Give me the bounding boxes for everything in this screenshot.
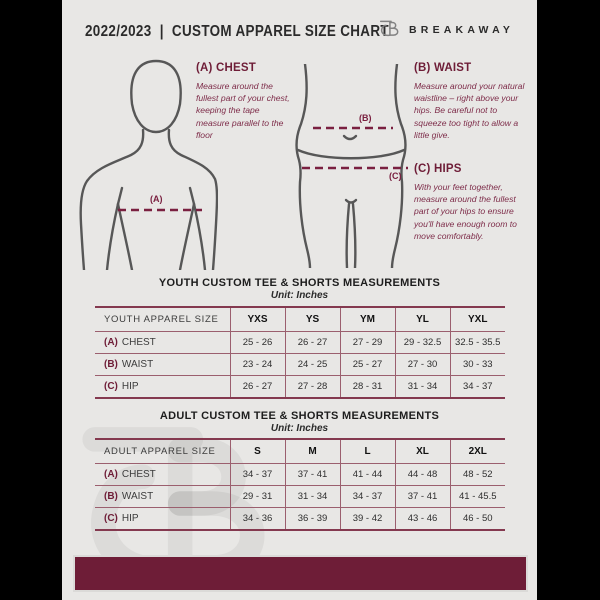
table-cell: 34 - 37 <box>450 376 505 399</box>
brand-name: BREAKAWAY <box>409 24 515 36</box>
row-name: WAIST <box>121 491 154 502</box>
size-header-yl: YL <box>395 307 450 332</box>
size-header-s: S <box>230 439 285 464</box>
table-cell: 26 - 27 <box>230 376 285 399</box>
table-cell: 29 - 31 <box>230 486 285 508</box>
table-cell: 24 - 25 <box>285 354 340 376</box>
adult-section-title: ADULT CUSTOM TEE & SHORTS MEASUREMENTS <box>159 410 440 422</box>
table-cell: 29 - 32.5 <box>395 332 450 354</box>
size-chart-document <box>62 0 537 600</box>
table-cell: 37 - 41 <box>395 486 450 508</box>
size-header-ys: YS <box>285 307 340 332</box>
row-name: WAIST <box>121 359 154 370</box>
table-cell: 36 - 39 <box>285 508 340 531</box>
adult-chest-row <box>95 464 505 486</box>
row-label <box>95 332 230 354</box>
youth-waist-row <box>95 354 505 376</box>
row-label <box>95 376 230 399</box>
table-cell: 32.5 - 35.5 <box>450 332 505 354</box>
table-cell: 37 - 41 <box>285 464 340 486</box>
row-label <box>95 464 230 486</box>
table-cell: 27 - 28 <box>285 376 340 399</box>
table-cell: 30 - 33 <box>450 354 505 376</box>
row-name: HIP <box>121 381 139 392</box>
row-name: CHEST <box>121 469 156 480</box>
table-cell: 44 - 48 <box>395 464 450 486</box>
row-name: CHEST <box>121 337 156 348</box>
table-cell: 28 - 31 <box>340 376 395 399</box>
row-label <box>95 354 230 376</box>
youth-section-title: YOUTH CUSTOM TEE & SHORTS MEASUREMENTS <box>158 277 441 289</box>
table-cell: 31 - 34 <box>285 486 340 508</box>
youth-chest-row <box>95 332 505 354</box>
table-cell: 46 - 50 <box>450 508 505 531</box>
row-key: (B) <box>104 491 118 502</box>
chest-guide-heading: (A) CHEST <box>196 62 256 74</box>
youth-hip-row <box>95 376 505 399</box>
table-cell: 41 - 44 <box>340 464 395 486</box>
size-header-m: M <box>285 439 340 464</box>
size-header-l: L <box>340 439 395 464</box>
size-header-yxl: YXL <box>450 307 505 332</box>
size-header-yxs: YXS <box>230 307 285 332</box>
brand-block <box>379 17 514 43</box>
waist-guide-text: Measure around your natural waistline – right above your hips. Be careful not to squeeze too tight to allow a little give. <box>414 81 525 140</box>
table-cell: 27 - 30 <box>395 354 450 376</box>
table-cell: 31 - 34 <box>395 376 450 399</box>
table-cell: 41 - 45.5 <box>450 486 505 508</box>
table-cell: 26 - 27 <box>285 332 340 354</box>
table-cell: 48 - 52 <box>450 464 505 486</box>
lower-body-diagram <box>292 64 410 268</box>
hip-line-marker: (C) <box>389 171 402 181</box>
page-title: 2022/2023 | CUSTOM APPAREL SIZE CHART <box>85 23 389 40</box>
adult-waist-row <box>95 486 505 508</box>
youth-header-row <box>95 307 505 332</box>
adult-size-column-label: ADULT APPAREL SIZE <box>95 439 230 464</box>
youth-size-table <box>95 306 505 399</box>
size-header-xl: XL <box>395 439 450 464</box>
waist-line-marker: (B) <box>359 113 372 123</box>
youth-size-column-label: YOUTH APPAREL SIZE <box>95 307 230 332</box>
size-header-2xl: 2XL <box>450 439 505 464</box>
row-key: (C) <box>104 381 118 392</box>
table-cell: 27 - 29 <box>340 332 395 354</box>
row-label <box>95 508 230 531</box>
hips-guide-heading: (C) HIPS <box>414 163 462 175</box>
table-cell: 43 - 46 <box>395 508 450 531</box>
footer-bar <box>73 555 528 592</box>
chest-line-marker: (A) <box>150 194 163 204</box>
row-key: (C) <box>104 513 118 524</box>
table-cell: 34 - 37 <box>230 464 285 486</box>
chest-guide-text: Measure around the fullest part of your chest, keeping the tape measure parallel to the floor <box>196 81 290 140</box>
row-key: (A) <box>104 469 118 480</box>
table-cell: 39 - 42 <box>340 508 395 531</box>
adult-size-table <box>95 438 505 531</box>
table-cell: 23 - 24 <box>230 354 285 376</box>
row-key: (A) <box>104 337 118 348</box>
table-cell: 34 - 37 <box>340 486 395 508</box>
row-label <box>95 486 230 508</box>
row-key: (B) <box>104 359 118 370</box>
adult-header-row <box>95 439 505 464</box>
adult-hip-row <box>95 508 505 531</box>
breakaway-b-logo-icon <box>379 17 402 43</box>
table-cell: 34 - 36 <box>230 508 285 531</box>
adult-unit-label: Unit: Inches <box>270 423 329 434</box>
waist-guide-heading: (B) WAIST <box>414 62 472 74</box>
hips-guide-text: With your feet together, measure around the fullest part of your hips to ensure you'll have enough room to move comfortably. <box>414 182 517 241</box>
table-cell: 25 - 27 <box>340 354 395 376</box>
size-header-ym: YM <box>340 307 395 332</box>
table-cell: 25 - 26 <box>230 332 285 354</box>
youth-unit-label: Unit: Inches <box>270 290 329 301</box>
row-name: HIP <box>121 513 139 524</box>
